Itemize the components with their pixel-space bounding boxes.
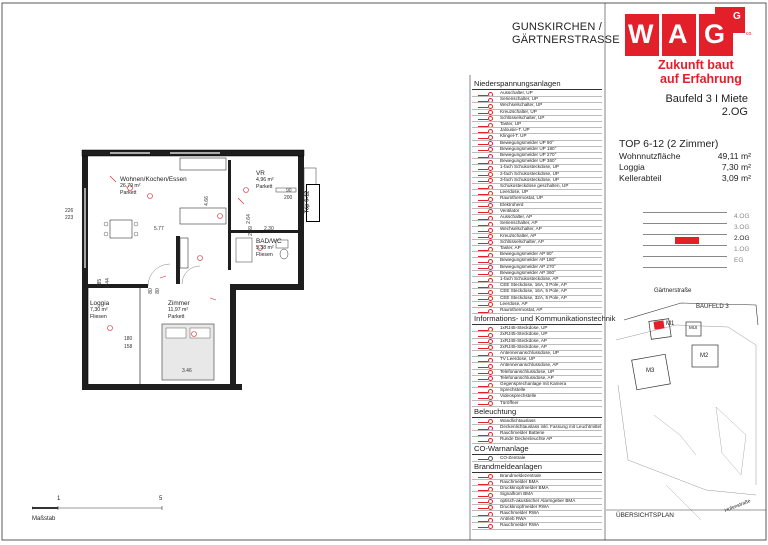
legend-symbol-icon — [478, 296, 488, 300]
legend-symbol-icon — [478, 290, 488, 294]
legend-row-rule — [472, 516, 602, 517]
slogan-line-1: Zukunft baut — [658, 58, 734, 72]
dim-223: 223 — [65, 215, 74, 221]
room-zimmer-floor: Parkett — [168, 314, 185, 320]
dim-185: 185 — [97, 278, 104, 288]
floor-bar — [643, 234, 727, 245]
legend-symbol-icon — [478, 474, 488, 478]
legend-symbol-icon — [478, 116, 488, 120]
legend-item: 2xRJ45-Steckdose, UP — [500, 331, 548, 337]
dim-200: 200 — [284, 195, 293, 201]
floor-plan — [65, 128, 320, 398]
dim-264: 2.64 — [245, 214, 252, 224]
siteplan-block-m3: M3 — [646, 368, 655, 374]
floor-label-item: 2.OG — [734, 235, 750, 242]
legend-symbol-icon — [478, 352, 488, 356]
brand-logo — [625, 7, 755, 57]
siteplan-street-top: Gärtnerstraße — [654, 288, 692, 294]
legend-symbol-icon — [478, 456, 488, 460]
legend-section-rule — [472, 454, 602, 455]
legend-symbol-icon — [478, 247, 488, 251]
legend-symbol-icon — [478, 438, 488, 442]
legend-symbol-icon — [478, 110, 488, 114]
legend-item: Deckenlichtauslass inkl. Fassung mit Leuchtmittel — [500, 424, 602, 429]
legend-symbol-icon — [478, 339, 488, 343]
dim-226: 226 — [65, 208, 74, 214]
legend-item: Wechselschalter, UP — [500, 102, 543, 108]
unit-title: TOP 6-12 (2 Zimmer) — [619, 138, 719, 150]
legend-item: Raumthermostat, AP — [500, 307, 543, 312]
building-meta — [640, 93, 748, 119]
legend-item: CEE Steckdose, 16A, 5 Pole, AP — [500, 288, 567, 294]
legend-symbol-icon — [478, 401, 488, 405]
room-vr-floor: Parkett — [256, 184, 273, 190]
unit-tag — [306, 184, 320, 222]
legend-item: Wechselschalter, AP — [500, 226, 542, 232]
room-vr-area: 4,96 m² — [256, 177, 274, 183]
legend-item: Kreuzschalter, AP — [500, 232, 537, 238]
legend-item: Serienschalter, AP — [500, 220, 538, 226]
legend-section-rule — [472, 417, 602, 418]
legend-section-rule — [472, 89, 602, 90]
legend-section-title: Beleuchtung — [474, 406, 517, 416]
dim-249: 2.49 — [247, 226, 254, 236]
legend-symbol-icon — [478, 203, 488, 207]
legend-item: Elektroherd — [500, 201, 524, 207]
dim-346: 3.46 — [182, 368, 192, 374]
dim-80b: 80 — [154, 288, 161, 294]
legend-item: Ausschalter, AP — [500, 214, 533, 219]
siteplan-baufeld: BAUFELD 3 — [696, 304, 729, 310]
legend-symbol-icon — [478, 178, 488, 182]
room-loggia-area: 7,30 m² — [90, 307, 108, 313]
unit-row-value: 7,30 m² — [721, 162, 751, 172]
legend-symbol-icon — [478, 505, 488, 509]
legend-symbol-icon — [478, 141, 488, 145]
legend-row-rule — [472, 189, 602, 190]
siteplan-block-m1: M1 — [666, 321, 675, 327]
legend-item: Brandmeldezentrale — [500, 472, 542, 478]
legend-symbol-icon — [478, 123, 488, 127]
legend-item: Wandlichtauslass — [500, 417, 536, 423]
legend-section-title: Niederspannungsanlagen — [474, 79, 561, 88]
legend-item: Videosprechstelle — [500, 393, 537, 399]
legend-item: 1-fach Schukosteckdose, UP — [500, 164, 559, 170]
legend-item: 3-fach Schukosteckdose, UP — [500, 176, 559, 182]
legend-item: optisch-akustischer Alarmgeber BMA — [500, 497, 576, 503]
legend-item: Schlüsselschalter, UP — [500, 114, 545, 120]
legend-row-rule — [472, 387, 602, 388]
legend-item: CEE Steckdose, 32A, 5 Pole, AP — [500, 294, 567, 300]
legend-symbol-icon — [478, 185, 488, 189]
legend-item: Antennenanschlussdose, UP — [500, 350, 559, 355]
legend-item: 1-fach Schukosteckdose, AP — [500, 276, 559, 281]
room-zimmer-name: Zimmer — [168, 300, 190, 307]
legend-item: Druckknopfmelder BMA — [500, 485, 549, 491]
legend-symbol-icon — [478, 172, 488, 176]
floor-plan-graphic — [70, 128, 320, 398]
logo-letter-a: A — [668, 19, 688, 49]
unit-row — [619, 173, 751, 184]
legend-row-rule — [472, 121, 602, 122]
legend-symbol-icon — [478, 234, 488, 238]
legend-item: Taster, UP — [500, 121, 522, 126]
unit-tag-label: Top 6-12 — [304, 190, 311, 214]
dim-180: 180 — [124, 336, 133, 342]
legend-item: Antrieb RWA — [500, 516, 527, 522]
room-vr — [256, 170, 274, 191]
legend-row-rule — [472, 127, 602, 128]
room-loggia — [90, 300, 109, 321]
legend-item: Antennenanschlussdose, AP — [500, 362, 559, 368]
legend-item: Signalhorn BMA — [500, 491, 534, 497]
room-zimmer — [168, 300, 190, 321]
legend-item: Rauchmelder RWA — [500, 522, 540, 528]
legend-item: Gegensprechanlage mit Kamera — [500, 381, 567, 386]
legend-symbol-icon — [478, 302, 488, 306]
legend-item: Jalousie-T. UP — [500, 127, 530, 133]
scale-bar — [32, 496, 172, 526]
legend-item: Leerdose, UP — [500, 189, 529, 195]
legend-symbol-icon — [478, 253, 488, 257]
legend-item: Bewegungsmelder UP 270° — [500, 152, 557, 157]
legend-symbol-icon — [478, 160, 488, 164]
legend-symbol-icon — [478, 278, 488, 282]
legend-item: Raumthermostat, UP — [500, 195, 543, 201]
legend-item: Serienschalter, UP — [500, 96, 539, 102]
legend-symbol-icon — [478, 419, 488, 423]
legend-item: CO-Zentrale — [500, 454, 526, 460]
legend-symbol-icon — [478, 481, 488, 485]
legend-item: Türöffner — [500, 399, 519, 405]
legend-item: Bewegungsmelder UP 90° — [500, 139, 554, 145]
logo-letter-w: W — [628, 19, 654, 49]
legend-section-title: Brandmeldeanlagen — [474, 461, 542, 471]
legend-symbol-icon — [478, 166, 488, 170]
dim-90: 90 — [286, 188, 292, 194]
legend-symbol-icon — [478, 216, 488, 220]
dim-80a: 80 — [147, 288, 154, 294]
legend-item: TV Leerdose, UP — [500, 356, 536, 362]
legend-item: 2xRJ45-Steckdose, AP — [500, 343, 547, 349]
legend-symbol-icon — [478, 518, 488, 522]
floor-active-marker — [675, 237, 699, 244]
legend-item: Bewegungsmelder UP 180° — [500, 145, 557, 151]
legend-item: 1xRJ45-Steckdose, UP — [500, 325, 548, 331]
legend-row-rule — [472, 356, 602, 357]
legend-item: Ventilator — [500, 207, 520, 213]
legend-symbol-icon — [478, 92, 488, 96]
legend-item: Rauchmelder RWA — [500, 510, 540, 515]
unit-row — [619, 151, 751, 162]
siteplan-block-mui: MUI — [689, 325, 698, 330]
unit-rows — [619, 151, 751, 184]
legend-symbol-icon — [478, 499, 488, 503]
room-wohnen-area: 26,79 m² — [120, 183, 141, 189]
legend-item: Bewegungsmelder AP 270° — [500, 263, 556, 269]
scale-1: 1 — [57, 496, 61, 502]
unit-info — [619, 138, 751, 184]
legend-symbol-icon — [478, 259, 488, 263]
legend-item: Leerdose, AP — [500, 300, 528, 306]
dim-577: 5.77 — [154, 226, 164, 232]
unit-row-label: Loggia — [619, 162, 645, 172]
legend-item: Runde Deckenleuchte AP — [500, 436, 553, 442]
legend-symbol-icon — [478, 345, 488, 349]
legend-symbol-icon — [478, 376, 488, 380]
legend-section-title: Informations- und Kommunikationstechnik — [474, 314, 616, 324]
project-title — [512, 21, 620, 47]
legend-symbol-icon — [478, 333, 488, 337]
dim-244: 2.44 — [104, 278, 111, 288]
legend-item: Bewegungsmelder AP 90° — [500, 251, 554, 257]
siteplan-caption: ÜBERSICHTSPLAN — [616, 512, 674, 519]
room-wohnen-name: Wohnen/Kochen/Essen — [120, 176, 187, 183]
unit-row-label: Wohnnutzfläche — [619, 151, 681, 161]
slogan-line-2: auf Erfahrung — [660, 72, 742, 86]
legend-symbol-icon — [478, 364, 488, 368]
siteplan-street-right: Hofenstraße — [723, 498, 752, 514]
legend-symbol-icon — [478, 395, 488, 399]
unit-row-value: 3,09 m² — [721, 173, 751, 183]
legend-item: 1xRJ45-Steckdose, AP — [500, 337, 547, 343]
dim-230: 2.30 — [264, 226, 274, 232]
dim-158: 158 — [124, 344, 133, 350]
legend-item: Bewegungsmelder AP 180° — [500, 257, 556, 263]
legend-item: Kreuzschalter, UP — [500, 108, 537, 114]
room-wohnen — [120, 176, 187, 197]
room-wohnen-floor: Parkett — [120, 190, 137, 196]
legend-symbol-icon — [478, 487, 488, 491]
floor-bar — [643, 223, 727, 234]
scale-5: 5 — [159, 496, 163, 502]
site-plan — [606, 285, 766, 540]
legend-section-title: CO-Warnanlage — [474, 443, 529, 453]
legend-symbol-icon — [478, 104, 488, 108]
legend-symbol-icon — [478, 432, 488, 436]
legend-item: Rauchmelder Batterie — [500, 430, 545, 436]
legend-symbol-icon — [478, 191, 488, 195]
legend-symbol-icon — [478, 129, 488, 133]
legend — [472, 79, 616, 534]
legend-item: Sprechstelle — [500, 387, 526, 393]
legend-symbol-icon — [478, 370, 488, 374]
unit-row-label: Kellerabteil — [619, 173, 662, 183]
legend-symbol-icon — [478, 327, 488, 331]
legend-symbol-icon — [478, 209, 488, 213]
legend-symbol-icon — [478, 512, 488, 516]
legend-item: Druckknopfmelder RWA — [500, 503, 550, 509]
legend-item: Klingel-T. UP — [500, 133, 527, 139]
legend-row-rule — [472, 529, 602, 530]
legend-symbol-icon — [478, 358, 488, 362]
slogan — [658, 58, 762, 86]
floor-bar — [643, 256, 727, 268]
legend-item: Rauchmelder BMA — [500, 479, 539, 484]
legend-symbol-icon — [478, 271, 488, 275]
legend-symbol-icon — [478, 228, 488, 232]
legend-row-rule — [472, 214, 602, 215]
unit-row — [619, 162, 751, 173]
baufeld-label: Baufeld 3 I Miete — [665, 93, 748, 105]
legend-symbol-icon — [478, 265, 488, 269]
room-vr-name: VR — [256, 170, 265, 177]
floor-label-item: EG — [734, 257, 744, 264]
logo-letter-g-small: G — [733, 11, 741, 22]
legend-symbol-icon — [478, 493, 488, 497]
room-bad — [256, 238, 282, 259]
floor-label-item: 1.OG — [734, 246, 750, 253]
legend-item: Telefonanschlussdose, UP — [500, 368, 555, 374]
legend-symbol-icon — [478, 135, 488, 139]
project-line-2: GÄRTNERSTRASSE — [512, 34, 620, 46]
legend-symbol-icon — [478, 284, 488, 288]
logo-co: co. — [746, 31, 753, 37]
room-bad-area: 5,38 m² — [256, 245, 274, 251]
legend-item: CEE Steckdose, 16A, 3 Pole, AP — [500, 282, 567, 288]
legend-symbol-icon — [478, 240, 488, 244]
legend-symbol-icon — [478, 222, 488, 226]
room-bad-floor: Fliesen — [256, 252, 273, 258]
legend-item: Telefonanschlussdose, AP — [500, 374, 554, 380]
unit-row-value: 49,11 m² — [717, 151, 751, 161]
legend-symbol-icon — [478, 383, 488, 387]
legend-symbol-icon — [478, 147, 488, 151]
floor-label: 2.OG — [721, 106, 748, 118]
logo-letter-g: G — [704, 19, 726, 49]
legend-item: Schlüsselschalter, AP — [500, 238, 544, 244]
legend-symbol-icon — [478, 524, 488, 528]
room-zimmer-area: 11,97 m² — [168, 307, 189, 313]
floor-bar — [643, 212, 727, 223]
legend-item: Bewegungsmelder UP 360° — [500, 158, 557, 164]
siteplan-block-m2: M2 — [700, 353, 709, 359]
legend-row-rule — [472, 245, 602, 246]
dim-466: 4.66 — [203, 196, 210, 206]
legend-symbol-icon — [478, 309, 488, 313]
floor-label-item: 4.OG — [734, 213, 750, 220]
room-loggia-floor: Fliesen — [90, 314, 107, 320]
legend-symbol-icon — [478, 426, 488, 430]
legend-symbol-icon — [478, 98, 488, 102]
floor-bar — [643, 245, 727, 256]
scale-label: Maßstab — [32, 516, 56, 522]
room-bad-name: BAD/WC — [256, 238, 282, 245]
legend-symbol-icon — [478, 389, 488, 393]
legend-item: 2-fach Schukosteckdose, UP — [500, 170, 559, 176]
room-loggia-name: Loggia — [90, 300, 110, 307]
legend-item: Ausschalter, UP — [500, 90, 533, 95]
floor-label-item: 3.OG — [734, 224, 750, 231]
legend-item: Schukosteckdose geschalten, UP — [500, 183, 569, 188]
legend-symbol-icon — [478, 154, 488, 158]
legend-item: Bewegungsmelder AP 360° — [500, 269, 556, 275]
project-line-1: GUNSKIRCHEN / — [512, 21, 602, 33]
legend-symbol-icon — [478, 197, 488, 201]
legend-item: Taster, AP — [500, 245, 521, 250]
